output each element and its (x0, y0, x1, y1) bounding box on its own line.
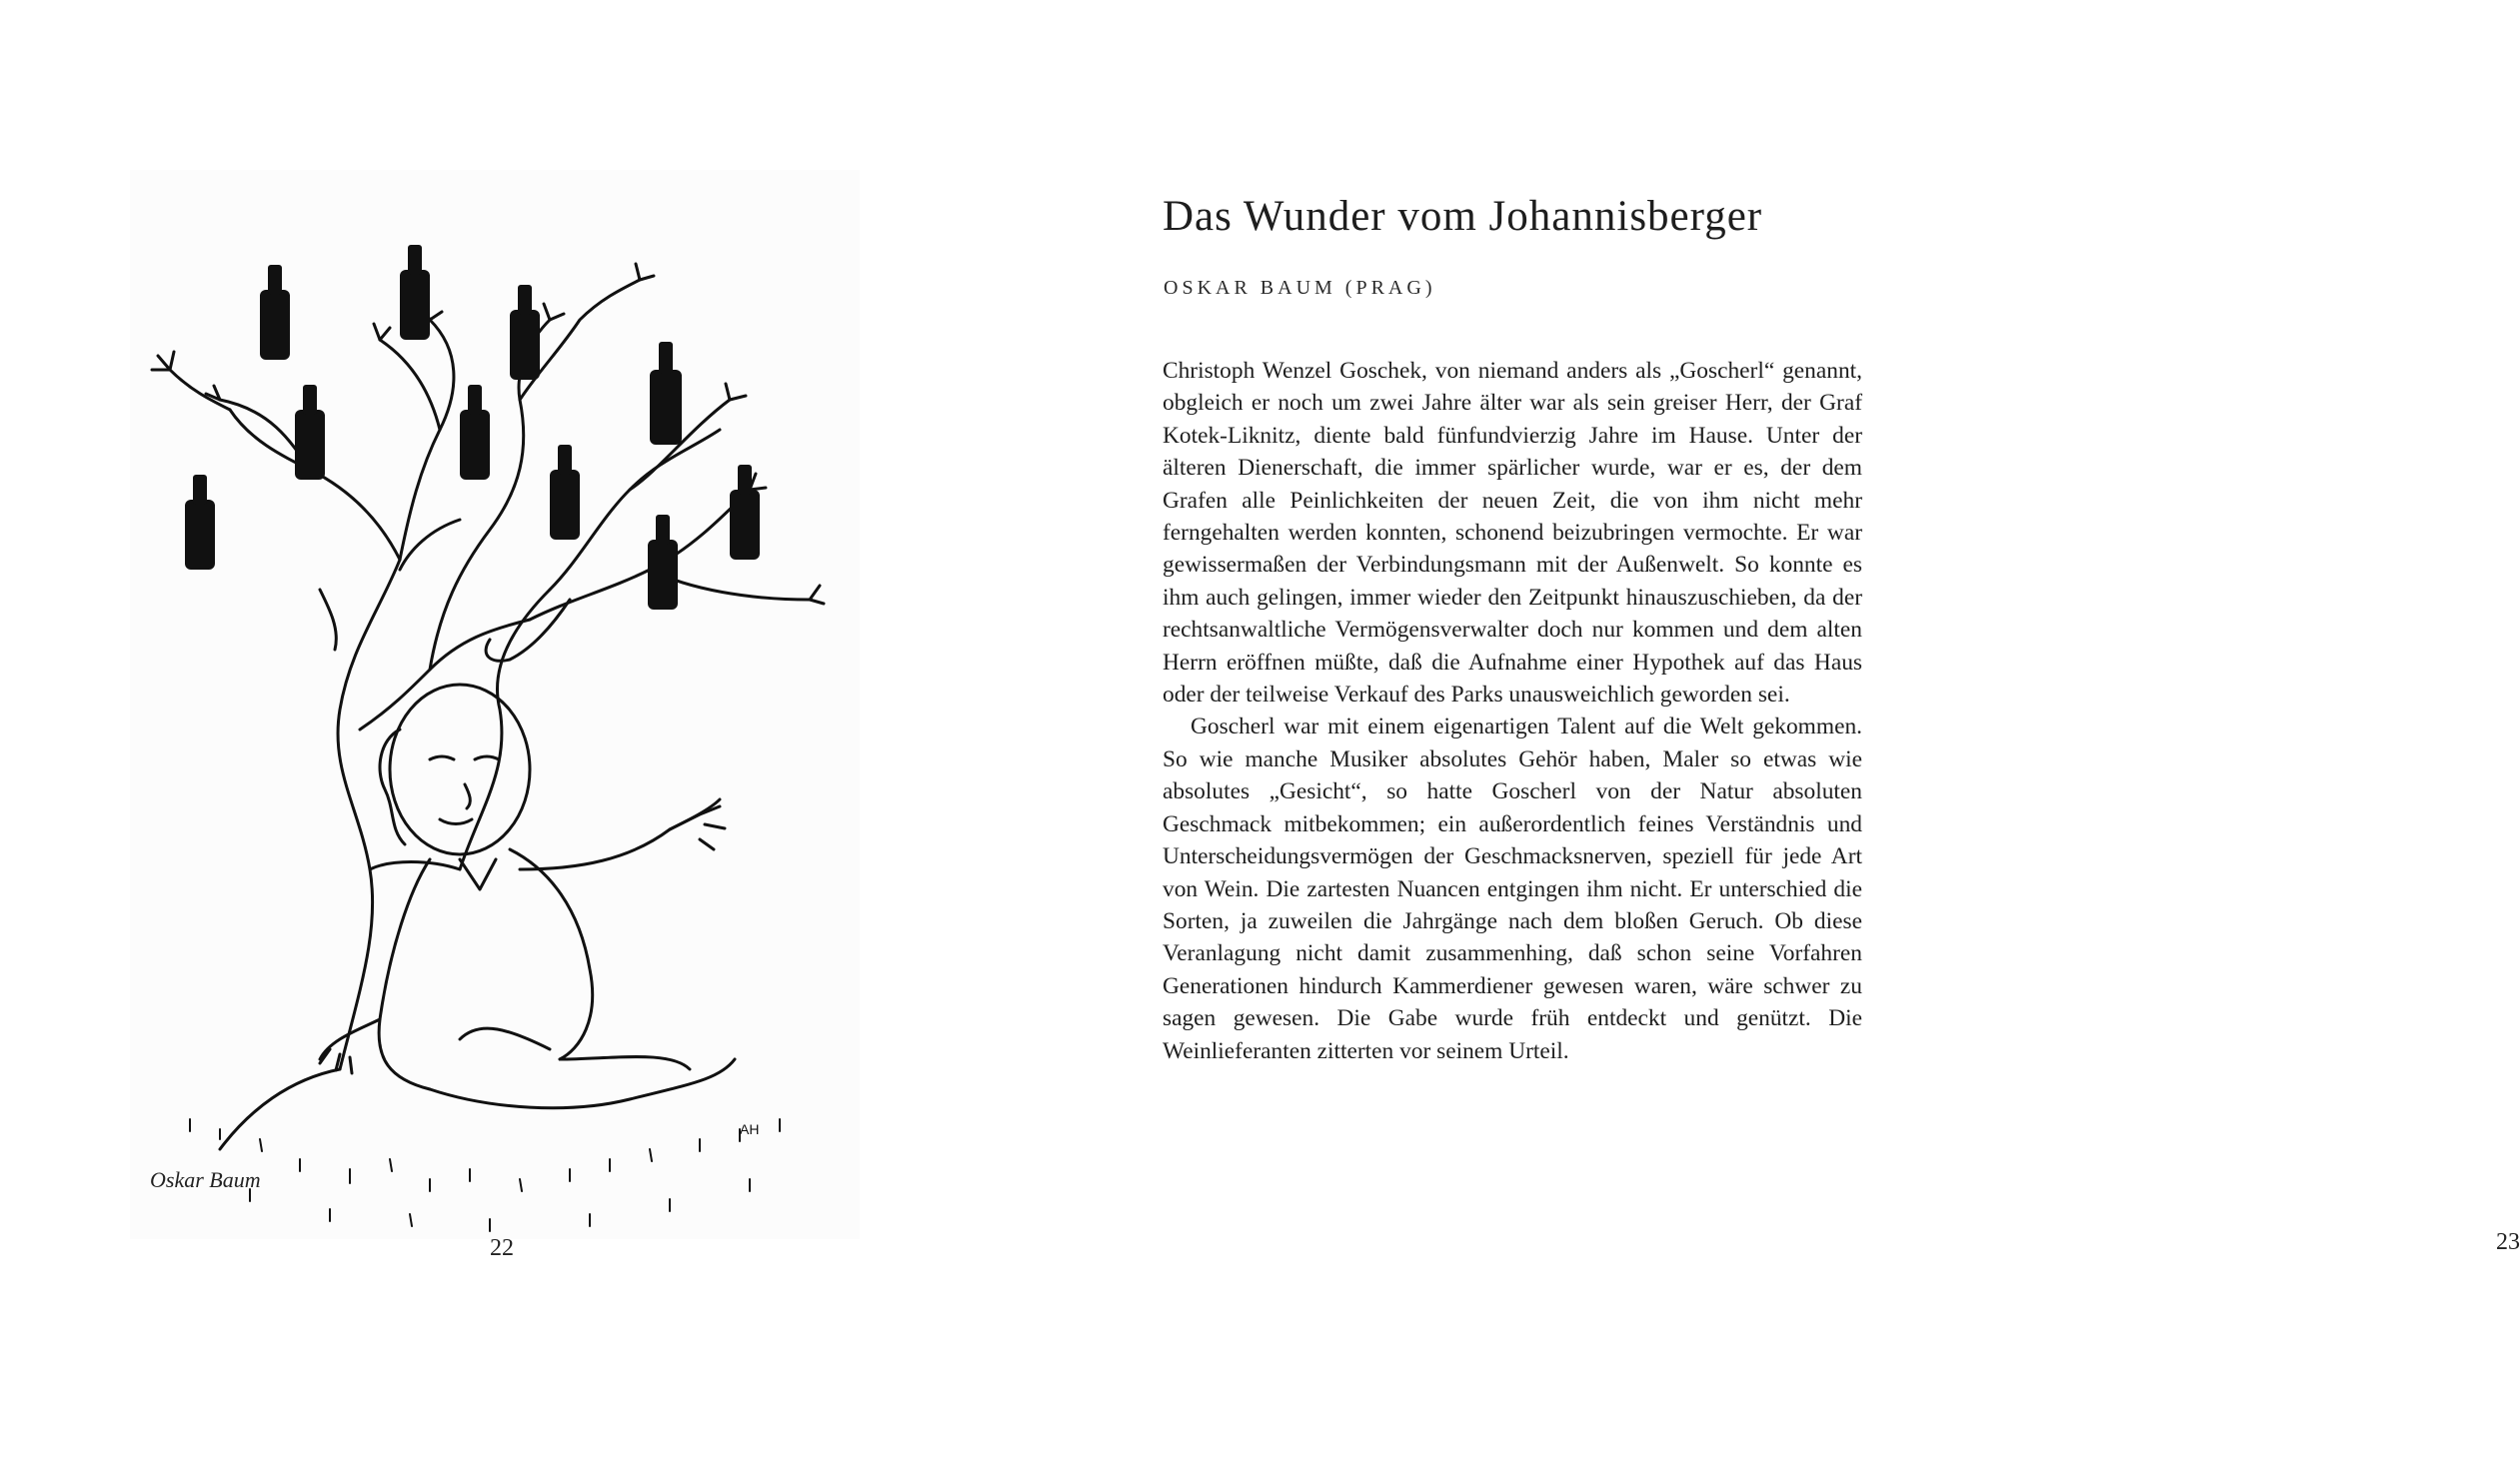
body-text (1163, 355, 1862, 1067)
illustration-caption: Oskar Baum (150, 1167, 261, 1192)
tree-with-bottles-and-seated-man-icon (130, 170, 860, 1239)
illustration-signature: AH (740, 1121, 760, 1137)
page-number-right: 23 (2496, 1229, 2520, 1255)
paragraph: Goscherl war mit einem eigenartigen Talent auf die Welt gekommen. So wie manche Musiker absolutes Gehör haben, Maler so etwas wie absolutes „Gesicht“, so hatte Goscherl von der Natur absoluten Geschmack mitbekommen; ein außerordentlich feines Verständnis und Unterscheidungsvermögen der Geschmacksnerven, speziell für jede Art von Wein. Die zartesten Nuancen entgingen ihm nicht. Er unterschied die Sorten, ja zuweilen die Jahrgänge nach dem bloßen Geruch. Ob diese Veranlagung nicht damit zusammenhing, daß schon seine Vorfahren Generationen hindurch Kammerdiener gewesen waren, wäre schwer zu sagen gewesen. Die Gabe wurde früh entdeckt und genützt. Die Weinlieferanten zitterten vor seinem Urteil. (1163, 714, 1862, 1064)
page-number-left: 22 (490, 1235, 514, 1261)
paragraph: Christoph Wenzel Goschek, von niemand anders als „Goscherl“ genannt, obgleich er noch um zwei Jahre älter war als sein greiser Herr, der Graf Kotek-Liknitz, diente bald fünfundvierzig Jahre im Hause. Unter der älteren Dienerschaft, die immer spärlicher wurde, war er es, der dem Grafen alle Peinlichkeiten der neuen Zeit, die von ihm nicht mehr ferngehalten werden konnten, schonend beizubringen vermochte. Er war gewissermaßen der Verbindungsmann mit der Außenwelt. So konnte es ihm auch gelingen, immer wieder den Zeitpunkt hinauszuschieben, da der rechtsanwaltliche Vermögensverwalter doch nur kommen und dem alten Herrn eröffnen müßte, daß die Aufnahme einer Hypothek auf das Haus oder der teilweise Verkauf des Parks unausweichlich geworden sei. (1163, 358, 1862, 709)
right-page (1000, 0, 2520, 1458)
chapter-title: Das Wunder vom Johannisberger (1163, 193, 1763, 240)
chapter-author: OSKAR BAUM (PRAG) (1164, 277, 1436, 299)
illustration (130, 170, 860, 1239)
left-page (0, 0, 1000, 1458)
